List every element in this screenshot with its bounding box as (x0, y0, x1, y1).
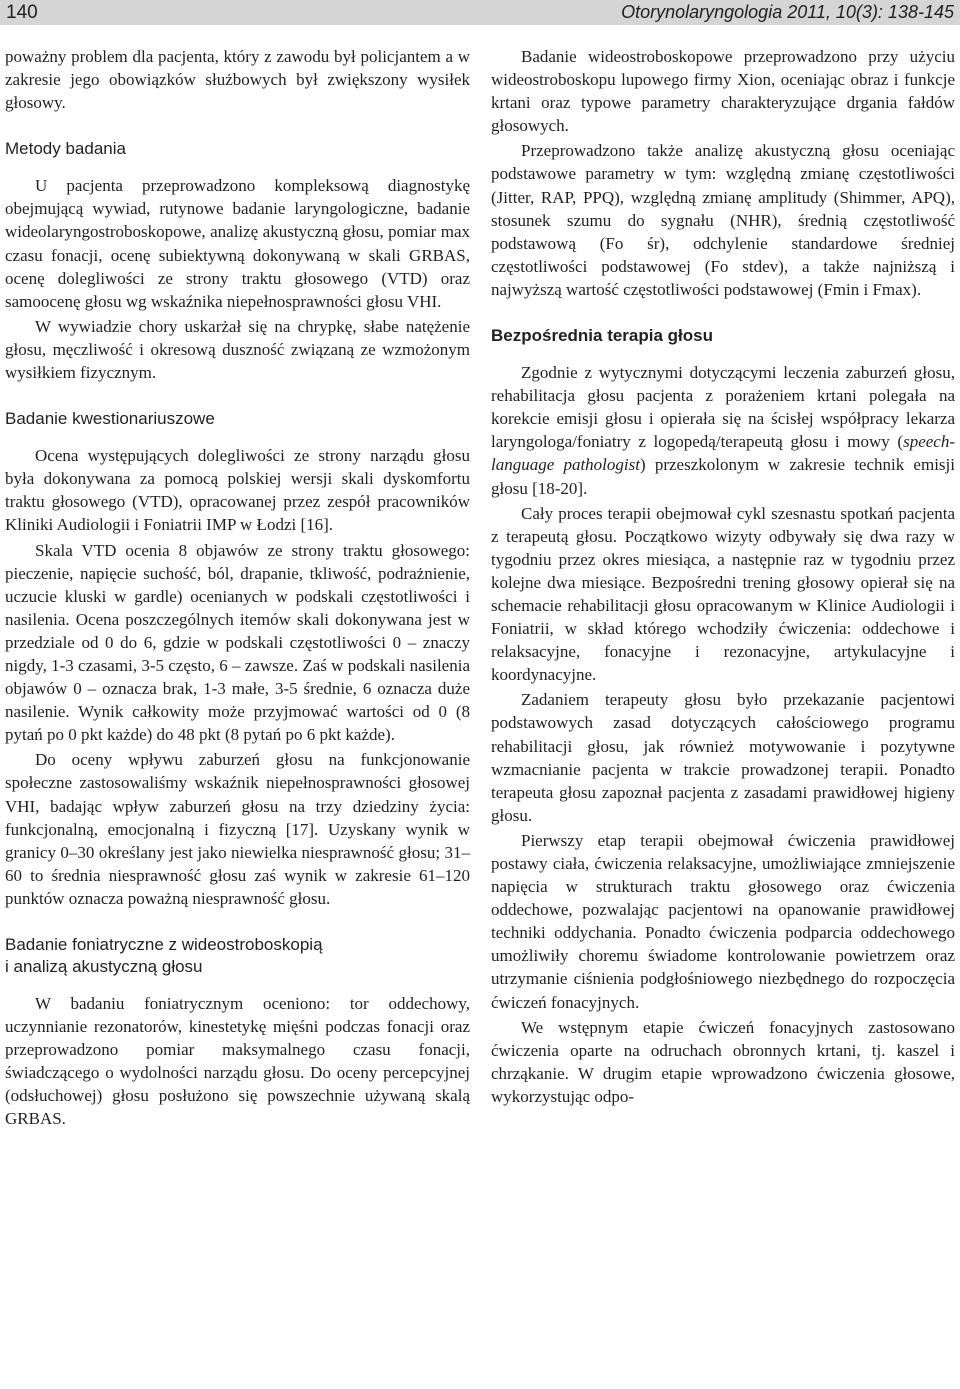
paragraph: W badaniu foniatrycznym oceniono: tor oddechowy, uczynnianie rezonatorów, kinestetykę mięśni podczas fonacji oraz przeprowadzono pomiar maksymalnego czasu fonacji, świadczącego o wydolności narządu głosu. Do oceny percepcyjnej (odsłuchowej) głosu posłużono się powszechnie używaną skalą GRBAS. (5, 994, 470, 1129)
paragraph: Skala VTD ocenia 8 objawów ze strony traktu głosowego: pieczenie, napięcie suchość, ból, drapanie, tkliwość, podrażnienie, uczucie kluski w gardle) ocenianych w podskali częstotliwości i nasilenia. Ocena poszczególnych itemów skali dokonywana jest w przedziale od 0 do 6, gdzie w podskali częstotliwości 0 – znaczy nigdy, 1-3 czasami, 3-5 często, 6 – zawsze. Zaś w podskali nasilenia objawów 0 – oznacza brak, 1-3 małe, 3-5 średnie, 6 oznacza duże nasilenie. Wynik całkowity może przyjmować wartości od 0 (8 pytań po 0 pkt każde) do 48 pkt (8 pytań po 6 pkt każde). (5, 540, 470, 745)
paragraph: Do oceny wpływu zaburzeń głosu na funkcjonowanie społeczne zastosowaliśmy wskaźnik niepełnosprawności głosowej VHI, badając wpływ zaburzeń głosu na trzy dziedziny życia: funkcjonalną, emocjonalną i fizyczną [17]. Uzyskany wynik w granicy 0–30 określany jest jako niewielka niesprawność głosu; 31–60 to średnia niesprawność głosu zaś wynik w zakresie 61–120 punktów oznacza poważną niesprawność głosu. (5, 750, 470, 908)
paragraph: Pierwszy etap terapii obejmował ćwiczenia prawidłowej postawy ciała, ćwiczenia relaksacyjne, umożliwiające zmniejszenie napięcia w strukturach traktu głosowego oraz ćwiczenia oddechowe, pozwalając pacjentowi na opanowanie prawidłowej techniki oddychania. Ponadto ćwiczenia podparcia oddechowego umożliwiły choremu świadome kontrolowanie powietrzem oraz utrzymanie ciśnienia podgłośniowego niezbędnego do rozpoczęcia ćwiczeń fonacyjnych. (491, 830, 955, 1012)
paragraph: We wstępnym etapie ćwiczeń fonacyjnych zastosowano ćwiczenia oparte na odruchach obronnych krtani, tj. kaszel i chrząkanie. W drugim etapie wprowadzono ćwiczenia głosowe, wykorzystując odpo- (491, 1017, 955, 1106)
paragraph: Badanie wideostroboskopowe przeprowadzono przy użyciu wideostroboskopu lupowego firmy Xion, oceniając obraz i funkcje krtani oraz typowe parametry charakteryzujące drgania fałdów głosowych. (491, 47, 955, 136)
paragraph: Zadaniem terapeuty głosu było przekazanie pacjentowi podstawowych zasad dotyczących całościowego programu rehabilitacji głosu, jak również motywowanie i pozytywne wzmacnianie pacjenta w trakcie prowadzonej terapii. Ponadto terapeuta głosu zapoznał pacjenta z zasadami prawidłowej higieny głosu. (491, 690, 955, 825)
section-heading-phoniatric (5, 934, 470, 978)
page-number: 140 (6, 2, 38, 23)
text-run: Zgodnie z wytycznymi dotyczącymi leczenia zaburzeń głosu, rehabilitacja głosu pacjenta z porażeniem krtani polegała na korekcie emisji głosu i opierała się na ścisłej współpracy lekarza laryngologa/foniatry z logopedą/terapeutą głosu i mowy ( (491, 363, 955, 452)
paragraph (491, 361, 955, 500)
section-heading-methods: Metody badania (5, 139, 126, 159)
paragraph: Cały proces terapii obejmował cykl szesnastu spotkań pacjenta z terapeutą głosu. Początkowo wizyty odbywały się dwa razy w tygodniu przez okres miesiąca, a następnie raz w tygodniu przez kolejne dwa miesiące. Bezpośredni trening głosowy opierał się na schemacie rehabilitacji głosu opracowanym w Klinice Audiologii i Foniatrii, w skład którego wchodziły ćwiczenia: oddechowe i relaksacyjne, fonacyjne i rezonacyjne, artykulacyjne i koordynacyjne. (491, 503, 955, 685)
right-column (491, 45, 955, 1110)
section-heading-therapy: Bezpośrednia terapia głosu (491, 326, 713, 346)
journal-citation: Otorynolaryngologia 2011, 10(3): 138-145 (621, 2, 954, 22)
italic-term: speech-language pathologist (491, 432, 955, 475)
text-run: ) przeszkolonym w zakresie technik emisji głosu [18-20]. (491, 455, 955, 498)
paragraph: Przeprowadzono także analizę akustyczną głosu oceniając podstawowe parametry w tym: względną zmianę częstotliwości (Jitter, RAP, PPQ), względną zmianę amplitudy (Shimmer, APQ), stosunek szumu do sygnału (NHR), średnią częstotliwość podstawową (Fo śr), odchylenie standardowe średniej częstotliwości podstawowej (Fo stdev), a także najniższą i najwyższą wartość częstotliwości podstawowej (Fmin i Fmax). (491, 141, 955, 299)
paragraph: Ocena występujących dolegliwości ze strony narządu głosu była dokonywana za pomocą polskiej wersji skali dyskomfortu traktu głosowego (VTD), opracowanej przez zespół pracowników Kliniki Audiologii i Foniatrii IMP w Łodzi [16]. (5, 446, 470, 535)
paragraph: poważny problem dla pacjenta, który z zawodu był policjantem a w zakresie jego obowiązków służbowych był zwiększony wysiłek głosowy. (5, 47, 470, 113)
section-heading-questionnaire: Badanie kwestionariuszowe (5, 409, 215, 429)
paragraph: W wywiadzie chory uskarżał się na chrypkę, słabe natężenie głosu, męczliwość i okresową duszność związaną ze wzmożonym wysiłkiem fizycznym. (5, 316, 470, 383)
heading-line: i analizą akustyczną głosu (5, 957, 203, 976)
heading-line: Badanie foniatryczne z wideostroboskopią (5, 935, 323, 954)
running-header (0, 0, 960, 25)
left-column (5, 45, 470, 1133)
paragraph: U pacjenta przeprowadzono kompleksową diagnostykę obejmującą wywiad, rutynowe badanie laryngologiczne, badanie wideolaryngostroboskopowe, analizę akustyczną głosu, pomiar max czasu fonacji, ocenę subiektywną dokonywaną w skali GRBAS, ocenę dolegliwości ze strony traktu głosowego (VTD) oraz samoocenę głosu wg wskaźnika niepełnosprawności głosu VHI. (5, 176, 470, 311)
